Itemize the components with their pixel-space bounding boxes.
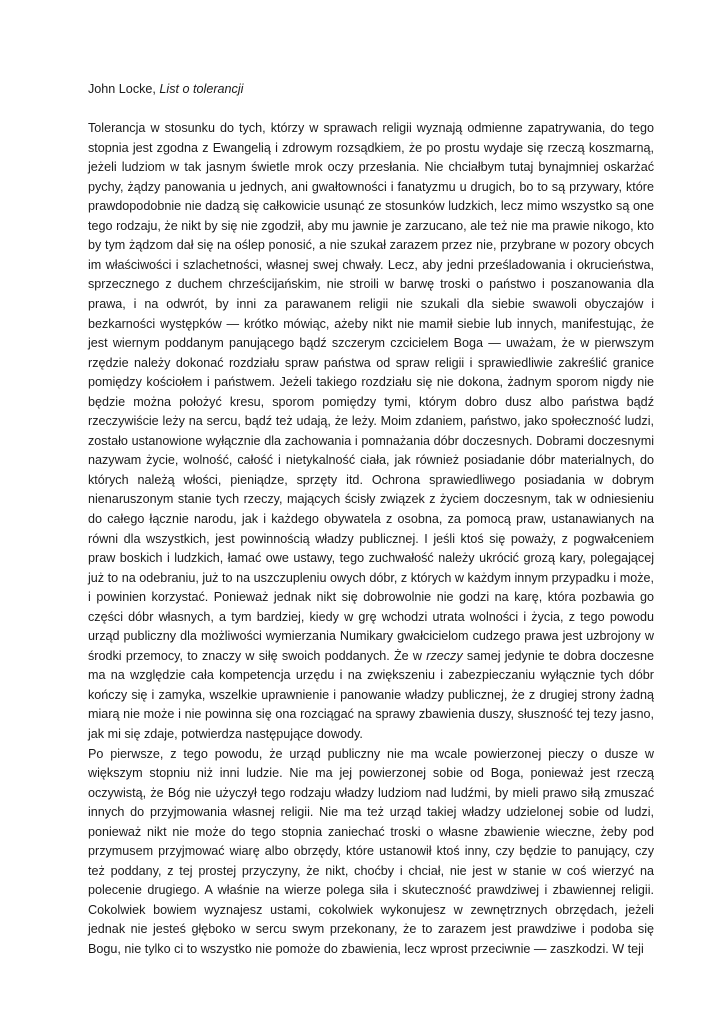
document-heading: [88, 80, 654, 100]
paragraph-1-part-1: Tolerancja w stosunku do tych, którzy w sprawach religii wyznają odmienne zapatrywania, do tego stopnia jest zgodna z Ewangelią i zdrowym rozsądkiem, że po prostu wydaje się rzeczą koszmarną, jeżeli ludziom w tak jasnym świetle mrok oczy przesłania. Nie chciałbym tutaj bynajmniej oskarżać pychy, żądzy panowania u jednych, ani gwałtowności i fanatyzmu u drugich, bo to są przywary, które prawdopodobnie nie dadzą się całkowicie usunąć ze stosunków ludzkich, lecz mimo wszystko są one tego rodzaju, że nikt by się nie zgodził, aby mu jawnie je zarzucano, ale też nie ma prawie nikogo, kto by tym żądzom dał się na oślep ponosić, a nie szukał zarazem przez nie, przybrane w pozory obcych im właściwości i szlachetności, własnej swej chwały. Lecz, aby jedni prześladowania i okrucieństwa, sprzecznego z duchem chrześcijańskim, nie stroili w barwę troski o państwo i poszanowania dla prawa, i na odwrót, by inni za parawanem religii nie szukali dla siebie swawoli obyczajów i bezkarności występków — krótko mówiąc, ażeby nikt nie mamił siebie lub innych, manifestując, że jest wiernym poddanym panującego bądź szczerym czcicielem Boga — uważam, że w pierwszym rzędzie należy dokonać rozdziału spraw państwa od spraw religii i sprawiedliwie zakreślić granice pomiędzy kościołem i państwem. Jeżeli takiego rozdziału się nie dokona, żadnym sporom nigdy nie będzie można położyć kresu, sporom pomiędzy tymi, którym dobro dusz albo państwa bądź rzeczywiście leży na sercu, bądź też udają, że leży. Moim zdaniem, państwo, jako społeczność ludzi, zostało ustanowione wyłącznie dla zachowania i pomnażania dóbr doczesnych. Dobrami doczesnymi nazywam życie, wolność, całość i nietykalność ciała, jak również posiadanie dóbr materialnych, do których należą włości, pieniądze, sprzęty itd. Ochrona sprawiedliwego posiadania w dobrym nienaruszonym stanie tych rzeczy, mających ścisły związek z życiem doczesnym, tak w odniesieniu do całego łącznie narodu, jak i każdego obywatela z osobna, za pomocą praw, ustanawianych na równi dla wszystkich, jest powinnością władzy publicznej. I jeśli ktoś się poważy, z pogwałceniem praw boskich i ludzkich, łamać owe ustawy, tego zuchwałość należy ukrócić grozą kary, polegającej już to na odebraniu, już to na uszczupleniu owych dóbr, z których w każdym innym przypadku i może, i powinien korzystać. Ponieważ jednak nikt się dobrowolnie nie godzi na karę, która pozbawia go części dóbr własnych, a tym bardziej, kiedy w grę wchodzi utrata wolności i życia, z tego powodu urząd publiczny dla możliwości wymierzania Numikary gwałcicielom cudzego prawa jest uzbrojony w środki przemocy, to znaczy w siłę swoich poddanych. Że w: [88, 121, 654, 663]
paragraph-1-part-2: samej jedynie te dobra doczesne ma na względzie cała kompetencja urzędu i na zwiększeniu i zabezpieczaniu wyłącznie tych dóbr kończy się i zamyka, wszelkie uprawnienie i panowanie władzy publicznej, że z drugiej strony żadną miarą nie może i nie powinna się ona rozciągać na sprawy zbawienia duszy, słuszność tej tezy jasno, jak mi się zdaje, potwierdza następujące dowody.: [88, 648, 654, 741]
author-name: John Locke,: [88, 82, 156, 96]
work-title: List o tolerancji: [159, 82, 244, 96]
paragraph-1-emphasis: rzeczy: [426, 648, 463, 663]
document-page: [88, 80, 654, 960]
paragraph-2: Po pierwsze, z tego powodu, że urząd publiczny nie ma wcale powierzonej pieczy o dusze w większym stopniu niż inni ludzie. Nie ma jej powierzonej sobie od Boga, ponieważ jest rzeczą oczywistą, że Bóg nie użyczył tego rodzaju władzy ludziom nad ludźmi, by mieli prawo siłą zmuszać innych do przyjmowania własnej religii. Nie ma też urząd takiej władzy udzielonej sobie od ludzi, ponieważ nikt nie może do tego stopnia zaniechać troski o własne zbawienie wieczne, żeby pod przymusem przyjmować wiarę albo obrzędy, które ustanowił ktoś inny, czy będzie to panujący, czy też poddany, z tej prostej przyczyny, że nikt, choćby i chciał, nie jest w stanie w coś wierzyć na polecenie drugiego. A właśnie na wierze polega siła i skuteczność prawdziwej i zbawiennej religii. Cokolwiek bowiem wyznajesz ustami, cokolwiek wykonujesz w zewnętrznych obrzędach, jeżeli jednak nie jesteś głęboko w sercu swym przekonany, że to zarazem jest prawdziwe i podoba się Bogu, nie tylko ci to wszystko nie pomoże do zbawienia, lecz wprost przeciwnie — zaszkodzi. W teji: [88, 746, 654, 957]
paragraph-1: [88, 119, 654, 745]
